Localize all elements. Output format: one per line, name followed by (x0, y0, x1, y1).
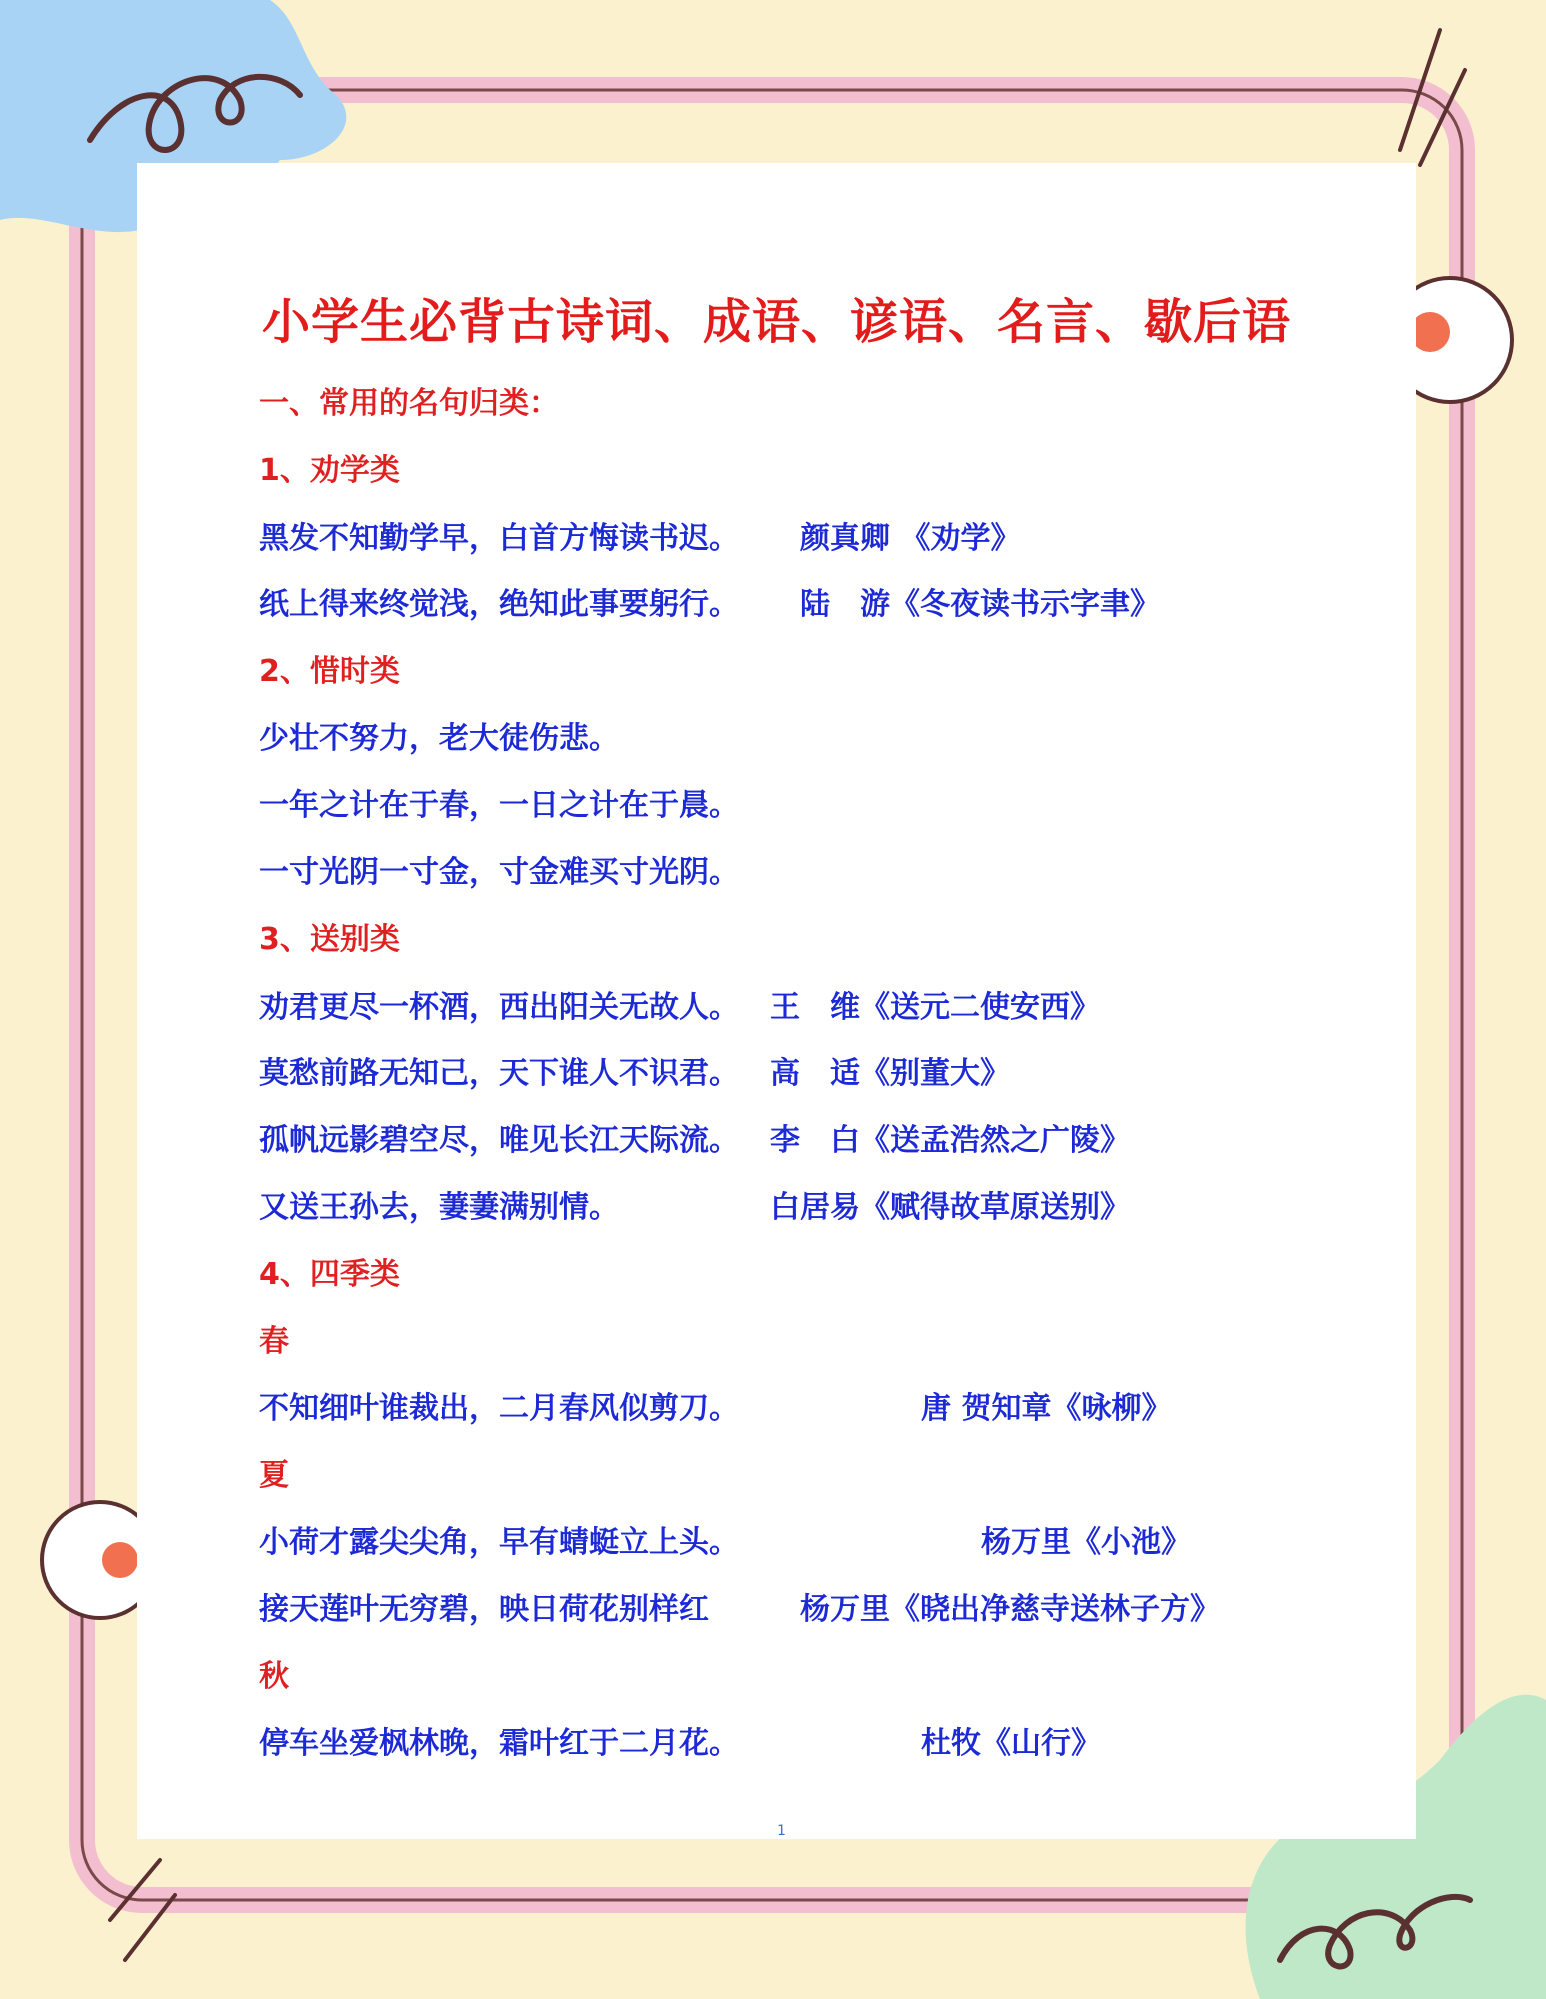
poem-source: 唐 贺知章《咏柳》 (921, 1391, 1172, 1426)
category-heading: 1、劝学类 (259, 453, 400, 488)
season-label: 夏 (259, 1458, 289, 1493)
category-heading: 4、四季类 (259, 1257, 400, 1292)
category-heading: 2、惜时类 (259, 654, 400, 689)
poem-line: 小荷才露尖尖角，早有蜻蜓立上头。 (259, 1525, 739, 1560)
poem-line: 纸上得来终觉浅，绝知此事要躬行。 (259, 587, 739, 622)
poem-source: 陆 游《冬夜读书示字聿》 (800, 587, 1160, 622)
poem-line: 一寸光阴一寸金，寸金难买寸光阴。 (259, 855, 739, 890)
season-label: 春 (259, 1324, 289, 1359)
poem-line: 接天莲叶无穷碧，映日荷花别样红 (259, 1592, 709, 1627)
poem-line: 孤帆远影碧空尽，唯见长江天际流。 (259, 1123, 739, 1158)
page-number: 1 (777, 1823, 786, 1839)
poem-line: 停车坐爱枫林晚，霜叶红于二月花。 (259, 1726, 739, 1761)
poem-source: 白居易《赋得故草原送别》 (770, 1190, 1130, 1225)
poem-source: 杜牧《山行》 (921, 1726, 1101, 1761)
poem-source: 颜真卿 《劝学》 (800, 521, 1021, 556)
poem-line: 黑发不知勤学早，白首方悔读书迟。 (259, 521, 739, 556)
season-label: 秋 (259, 1659, 289, 1694)
poem-line: 劝君更尽一杯酒，西出阳关无故人。 (259, 990, 739, 1025)
poem-line: 莫愁前路无知己，天下谁人不识君。 (259, 1056, 739, 1091)
poem-line: 一年之计在于春，一日之计在于晨。 (259, 788, 739, 823)
poem-source: 高 适《别董大》 (770, 1056, 1010, 1091)
poem-line: 不知细叶谁裁出，二月春风似剪刀。 (259, 1391, 739, 1426)
poem-source: 杨万里《晓出净慈寺送林子方》 (800, 1592, 1220, 1627)
poem-line: 少壮不努力，老大徒伤悲。 (259, 721, 619, 756)
section-heading: 一、常用的名句归类： (259, 386, 559, 421)
poem-source: 王 维《送元二使安西》 (770, 990, 1100, 1025)
page-title: 小学生必背古诗词、成语、谚语、名言、歇后语 (261, 294, 1291, 350)
document-page (137, 163, 1416, 1839)
poem-source: 杨万里《小池》 (981, 1525, 1191, 1560)
poem-source: 李 白《送孟浩然之广陵》 (770, 1123, 1130, 1158)
category-heading: 3、送别类 (259, 922, 400, 957)
poem-line: 又送王孙去，萋萋满别情。 (259, 1190, 619, 1225)
